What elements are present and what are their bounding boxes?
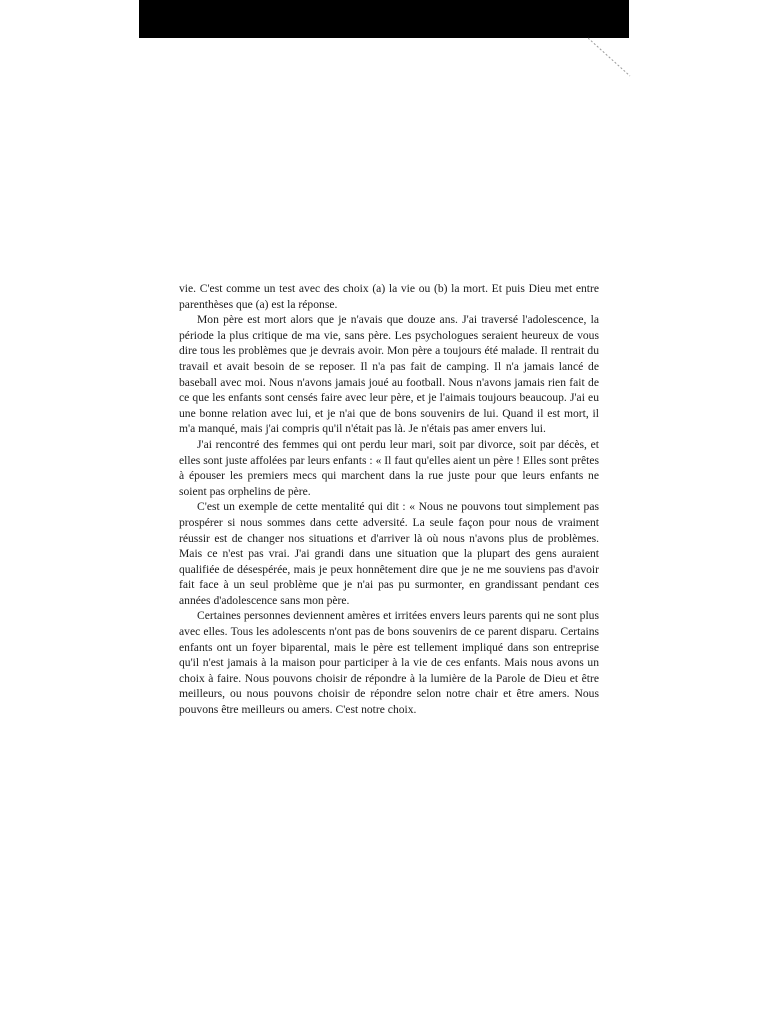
body-text — [179, 281, 599, 718]
paragraph-father-death: Mon père est mort alors que je n'avais que douze ans. J'ai traversé l'adolescence, la période la plus critique de ma vie, sans père. Les psychologues seraient heureux de vous dire tous les problèmes que je devrais avoir. Mon père a toujours été malade. Il rentrait du travail et avait besoin de se reposer. Il n'a pas fait de camping. Il n'a jamais lancé de baseball avec moi. Nous n'avons jamais joué au football. Nous n'avons jamais rien fait de ce que les enfants sont censés faire avec leur père, et je l'aimais toujours beaucoup. J'ai eu une bonne relation avec lui, et je n'ai que de bons souvenirs de lui. Quand il est mort, il m'a manqué, mais j'ai compris qu'il n'était pas là. Je n'étais pas amer envers lui. — [179, 313, 599, 436]
paragraph-mentality: C'est un exemple de cette mentalité qui dit : « Nous ne pouvons tout simplement pas prospérer si nous sommes dans cette adversité. La seule façon pour nous de vraiment réussir est de changer nos situations et d'arriver là où nous n'avons plus de problèmes. Mais ce n'est pas vrai. J'ai grandi dans une situation que la plupart des gens auraient qualifiée de désespérée, mais je peux honnêtement dire que je ne me souviens pas d'avoir fait face à un seul problème que je n'ai pas pu surmonter, en grandissant pendant ces années d'adolescence sans mon père. — [179, 500, 599, 607]
paragraph-widowed-women: J'ai rencontré des femmes qui ont perdu leur mari, soit par divorce, soit par décès, et elles sont juste affolées par leurs enfants : « Il faut qu'elles aient un père ! Elles sont prêtes à épouser les premiers mecs qui marchent dans la rue juste pour que leurs enfants ne soient pas orphelins de père. — [179, 437, 599, 498]
top-black-bar — [139, 0, 629, 38]
page-fold-icon — [588, 36, 632, 78]
paragraph-choice: Certaines personnes deviennent amères et irritées envers leurs parents qui ne sont plus avec elles. Tous les adolescents n'ont pas de bons souvenirs de ce parent disparu. Certains enfants ont un foyer biparental, mais le père est tellement impliqué dans son entreprise qu'il n'est jamais à la maison pour participer à la vie de ces enfants. Mais nous avons un choix à faire. Nous pouvons choisir de répondre à la lumière de la Parole de Dieu et être meilleurs, ou nous pouvons choisir de répondre selon notre chair et être amers. Nous pouvons être meilleurs ou amers. C'est notre choix. — [179, 609, 599, 717]
paragraph-continuation: vie. C'est comme un test avec des choix (a) la vie ou (b) la mort. Et puis Dieu met entre parenthèses que (a) est la réponse. — [179, 282, 599, 311]
